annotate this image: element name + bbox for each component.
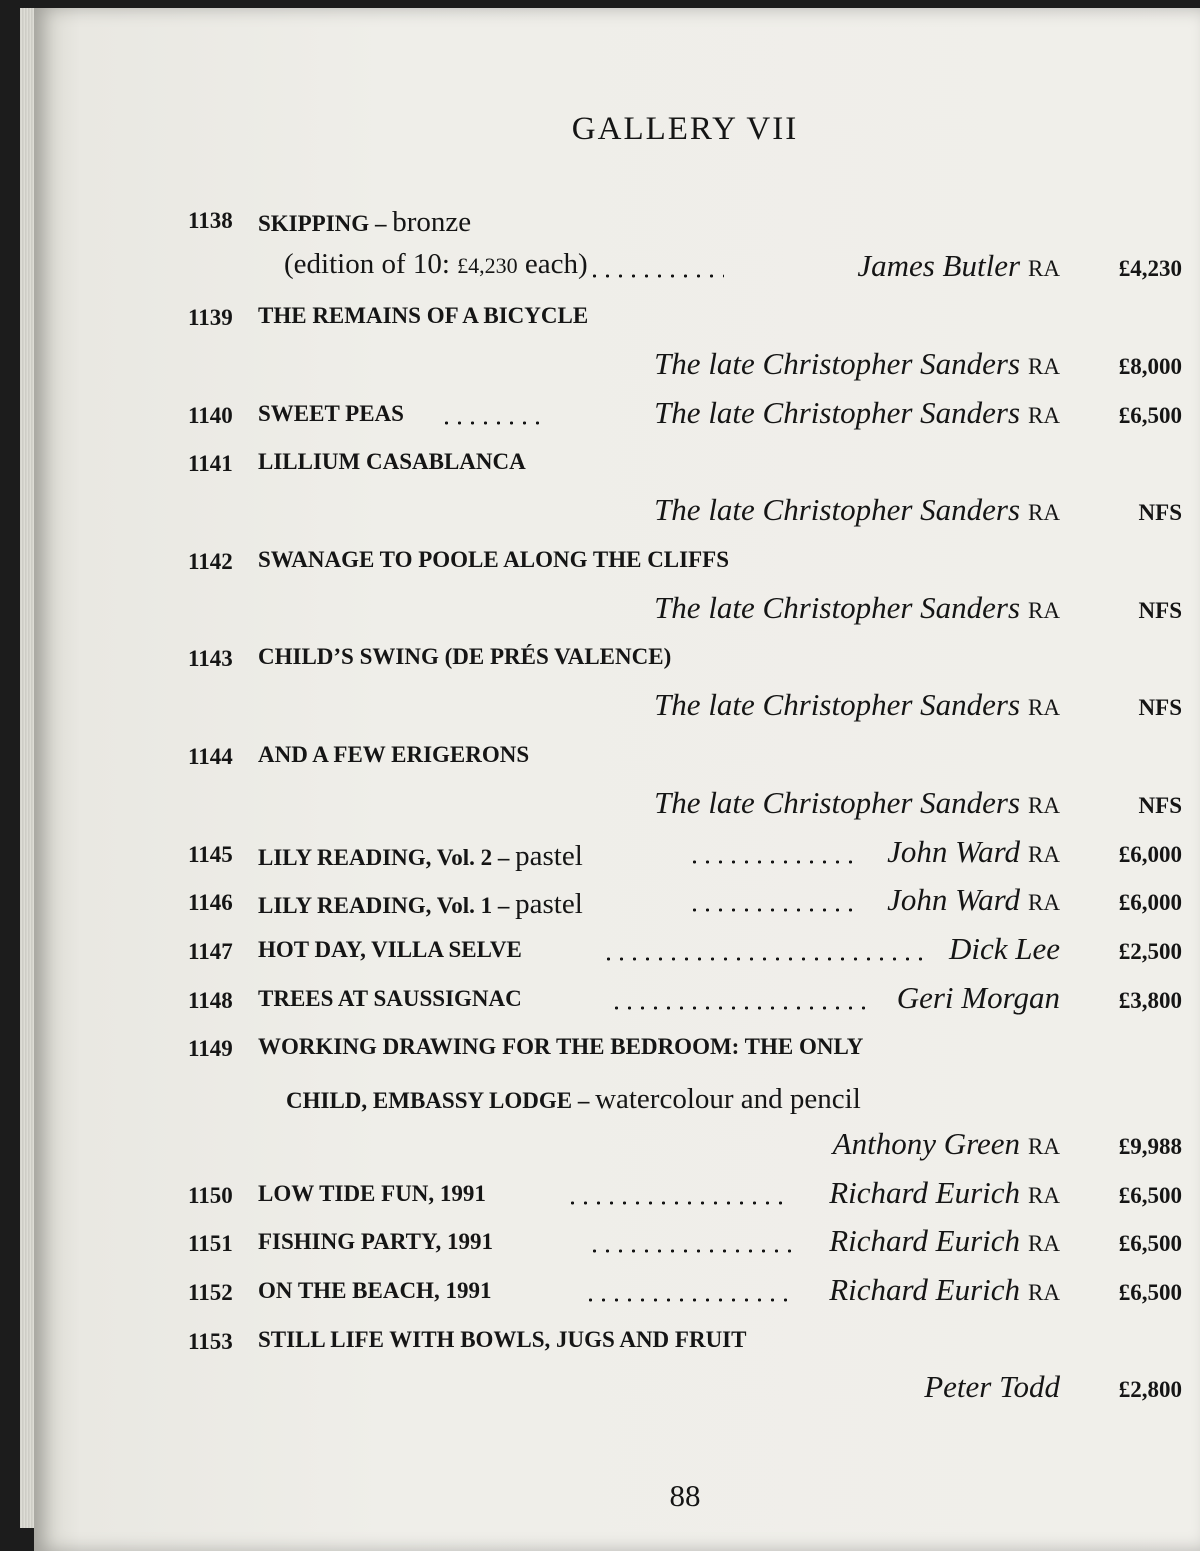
entry-number: 1140 (188, 403, 233, 428)
entry-number: 1142 (188, 549, 233, 574)
entry-title: CHILD’S SWING (DE PRÉS VALENCE) (258, 644, 672, 669)
entry-price: £3,800 (1118, 988, 1182, 1013)
entry-price: NFS (1138, 598, 1182, 623)
entry-medium: watercolour and pencil (595, 1083, 861, 1115)
entry-artist: Richard Eurich RA (829, 1175, 1060, 1210)
entry-1139-artist-line (188, 342, 1182, 384)
entry-1138 (188, 196, 1182, 238)
entry-1149-title-cont (188, 1073, 1182, 1115)
dot-leader (688, 908, 854, 912)
entry-title: ON THE BEACH, 1991 (258, 1278, 492, 1303)
entry-artist: The late Christopher Sanders RA (654, 687, 1060, 722)
entry-price: £4,230 (1118, 256, 1182, 281)
entry-number: 1144 (188, 744, 233, 769)
entry-title-continued: CHILD, EMBASSY LODGE – watercolour and pencil (286, 1083, 861, 1115)
entry-price: £6,000 (1118, 842, 1182, 867)
entry-1144 (188, 732, 1182, 774)
dot-leader (588, 1249, 792, 1253)
entry-artist: Anthony Green RA (832, 1126, 1060, 1161)
entry-1150 (188, 1171, 1182, 1213)
entry-title: SKIPPING – bronze (258, 206, 472, 238)
entry-price: £2,800 (1118, 1377, 1182, 1402)
entry-1143 (188, 634, 1182, 676)
entry-1152 (188, 1268, 1182, 1310)
entry-title: LILY READING, Vol. 1 – pastel (258, 888, 583, 920)
entry-artist: The late Christopher Sanders RA (654, 590, 1060, 625)
entry-medium: pastel (515, 888, 583, 920)
entry-price: NFS (1138, 500, 1182, 525)
entry-artist: The late Christopher Sanders RA (654, 395, 1060, 430)
entry-artist: The late Christopher Sanders RA (654, 492, 1060, 527)
entry-1147 (188, 927, 1182, 969)
entry-artist: The late Christopher Sanders RA (654, 785, 1060, 820)
entry-1141 (188, 439, 1182, 481)
entry-number: 1151 (188, 1231, 233, 1256)
entry-number: 1141 (188, 451, 233, 476)
entry-artist: Dick Lee (948, 931, 1060, 966)
entry-1144-artist-line (188, 781, 1182, 823)
entry-artist: John Ward RA (887, 834, 1060, 869)
entry-1153-artist-line (188, 1365, 1182, 1407)
entry-number: 1145 (188, 842, 233, 867)
entry-price: £8,000 (1118, 354, 1182, 379)
entry-number: 1139 (188, 305, 233, 330)
entry-number: 1148 (188, 988, 233, 1013)
entry-price: £6,500 (1118, 1183, 1182, 1208)
dot-leader (588, 274, 724, 278)
dot-leader (688, 860, 854, 864)
entry-title: LILLIUM CASABLANCA (258, 449, 526, 474)
entry-price: £2,500 (1118, 939, 1182, 964)
dot-leader (610, 1006, 872, 1010)
entry-1149 (188, 1024, 1182, 1066)
entry-medium: bronze (392, 206, 472, 238)
dot-leader (584, 1298, 792, 1302)
entry-title: FISHING PARTY, 1991 (258, 1229, 493, 1254)
entry-number: 1147 (188, 939, 233, 964)
entry-artist: Richard Eurich RA (829, 1223, 1060, 1258)
entry-medium: pastel (515, 840, 583, 872)
entry-artist: James Butler RA (857, 248, 1060, 283)
entry-title: LILY READING, Vol. 2 – pastel (258, 840, 583, 872)
entry-artist: Peter Todd (924, 1369, 1060, 1404)
entry-title: TREES AT SAUSSIGNAC (258, 986, 522, 1011)
entry-1141-artist-line (188, 488, 1182, 530)
entry-number: 1150 (188, 1183, 233, 1208)
entry-title: SWEET PEAS (258, 401, 404, 426)
entry-1139 (188, 293, 1182, 335)
dot-leader (602, 957, 932, 961)
entry-1148 (188, 976, 1182, 1018)
entry-number: 1152 (188, 1280, 233, 1305)
entry-number: 1138 (188, 208, 233, 233)
entry-title: LOW TIDE FUN, 1991 (258, 1181, 486, 1206)
entry-1140 (188, 391, 1182, 433)
entry-number: 1146 (188, 890, 233, 915)
entry-title: HOT DAY, VILLA SELVE (258, 937, 522, 962)
entry-price: £6,500 (1118, 1280, 1182, 1305)
entry-1146 (188, 878, 1182, 920)
entry-price: NFS (1138, 793, 1182, 818)
edition-note: (edition of 10: £4,230 each) (284, 248, 588, 280)
page-number: 88 (669, 1478, 701, 1513)
entry-title: STILL LIFE WITH BOWLS, JUGS AND FRUIT (258, 1327, 747, 1352)
entry-artist: Geri Morgan (896, 980, 1060, 1015)
entry-title: THE REMAINS OF A BICYCLE (258, 303, 589, 328)
entry-title: WORKING DRAWING FOR THE BEDROOM: THE ONLY (258, 1034, 864, 1059)
entry-title: SWANAGE TO POOLE ALONG THE CLIFFS (258, 547, 729, 572)
entry-artist: The late Christopher Sanders RA (654, 346, 1060, 381)
entry-1143-artist-line (188, 683, 1182, 725)
entry-1153 (188, 1317, 1182, 1359)
entry-artist: John Ward RA (887, 882, 1060, 917)
entry-number: 1153 (188, 1329, 233, 1354)
gallery-heading: GALLERY VII (571, 111, 799, 147)
entry-1142 (188, 537, 1182, 579)
entry-price: £6,500 (1118, 1231, 1182, 1256)
entry-1151 (188, 1219, 1182, 1261)
entry-1149-artist-line (188, 1122, 1182, 1164)
entry-price: £6,500 (1118, 403, 1182, 428)
entry-number: 1149 (188, 1036, 233, 1061)
entry-price: NFS (1138, 695, 1182, 720)
entry-price: £9,988 (1118, 1134, 1182, 1159)
entry-1138-artist-line (188, 244, 1182, 286)
entry-number: 1143 (188, 646, 233, 671)
entry-artist: Richard Eurich RA (829, 1272, 1060, 1307)
entry-price: £6,000 (1118, 890, 1182, 915)
catalogue-page (34, 8, 1200, 1551)
entry-title: AND A FEW ERIGERONS (258, 742, 530, 767)
dot-leader (566, 1201, 792, 1205)
dot-leader (440, 421, 544, 425)
entry-1145 (188, 830, 1182, 872)
entry-1142-artist-line (188, 586, 1182, 628)
